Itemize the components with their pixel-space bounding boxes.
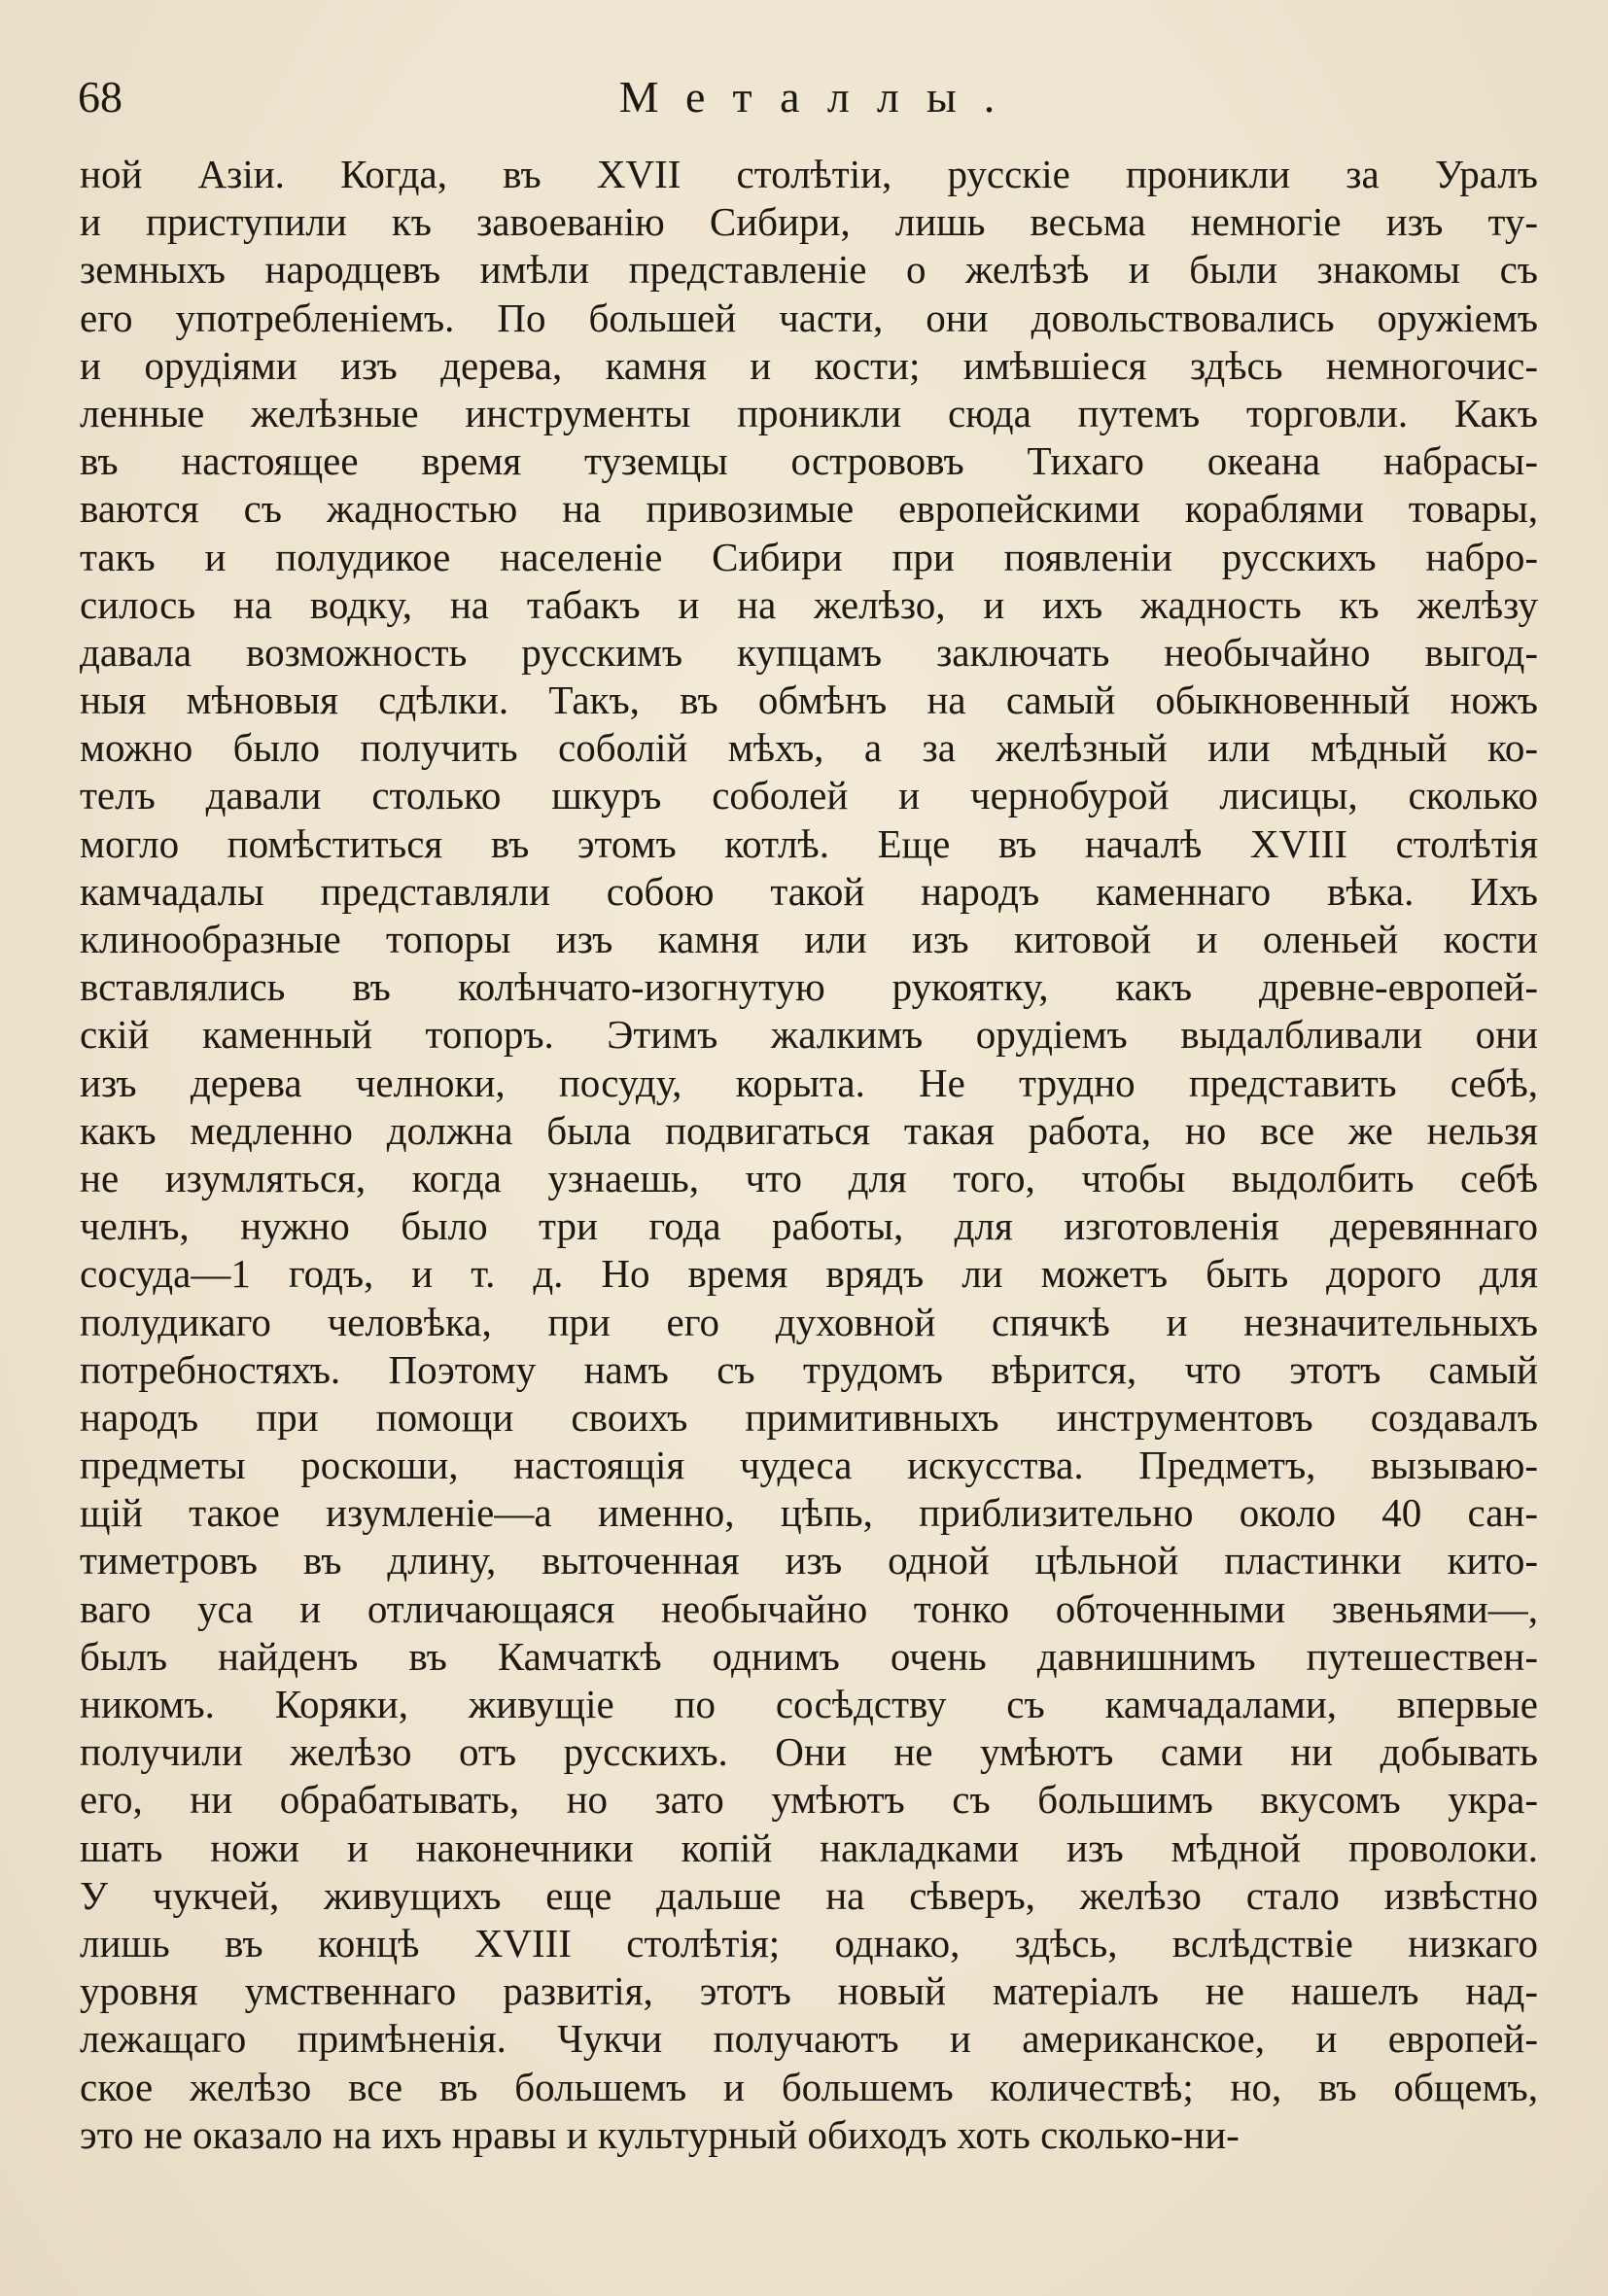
text-line: уровня умственнаго развитія, этотъ новый матеріалъ не нашелъ над- [80,1968,1538,2014]
text-line: и приступили къ завоеванію Сибири, лишь весьма немногіе изъ ту- [80,199,1538,245]
text-line: можно было получить соболій мѣхъ, а за желѣзный или мѣдный ко- [80,725,1538,771]
text-line: такъ и полудикое населеніе Сибири при появленіи русскихъ набро- [80,534,1538,579]
text-line: не изумляться, когда узнаешь, что для того, чтобы выдолбить себѣ [80,1155,1538,1200]
text-line: предметы роскоши, настоящія чудеса искусства. Предметъ, вызываю- [80,1443,1538,1488]
page-header [78,68,1536,126]
text-line: получили желѣзо отъ русскихъ. Они не умѣютъ сами ни добывать [80,1729,1538,1775]
text-line: никомъ. Коряки, живущіе по сосѣдству съ камчадалами, впервые [80,1682,1538,1726]
text-line: У чукчей, живущихъ еще дальше на сѣверъ, желѣзо стало извѣстно [80,1872,1538,1918]
text-line: ваются съ жадностью на привозимые европейскими кораблями товары, [80,486,1538,532]
text-line: клинообразные топоры изъ камня или изъ китовой и оленьей кости [80,917,1538,961]
text-line: тиметровъ въ длину, выточенная изъ одной цѣльной пластинки кито- [80,1538,1538,1583]
running-title: Металлы. [618,72,1023,122]
text-line: лишь въ концѣ XVIII столѣтія; однако, здѣсь, вслѣдствіе низкаго [80,1920,1538,1966]
text-line: его употребленіемъ. По большей части, они довольствовались оружіемъ [80,295,1538,340]
text-line: лежащаго примѣненія. Чукчи получаютъ и американское, и европей- [80,2016,1538,2062]
text-line: изъ дерева челноки, посуду, корыта. Не трудно представить себѣ, [80,1060,1538,1105]
text-line: въ настоящее время туземцы острововъ Тихаго океана набрасы- [80,438,1538,484]
text-line: силось на водку, на табакъ и на желѣзо, и ихъ жадность къ желѣзу [80,581,1538,627]
text-line: и орудіями изъ дерева, камня и кости; имѣвшіеся здѣсь немногочис- [80,342,1538,388]
text-line: шать ножи и наконечники копій накладками изъ мѣдной проволоки. [80,1825,1538,1870]
text-line: полудикаго человѣка, при его духовной спячкѣ и незначительныхъ [80,1299,1538,1344]
text-line: давала возможность русскимъ купцамъ заключать необычайно выгод- [80,629,1538,675]
text-line: могло помѣститься въ этомъ котлѣ. Еще въ началѣ XVIII столѣтія [80,820,1538,866]
text-line: земныхъ народцевъ имѣли представленіе о желѣзѣ и были знакомы съ [80,247,1538,293]
text-line: ныя мѣновыя сдѣлки. Такъ, въ обмѣнъ на самый обыкновенный ножъ [80,678,1538,723]
text-line: былъ найденъ въ Камчаткѣ однимъ очень давнишнимъ путешествен- [80,1633,1538,1679]
text-line: его, ни обрабатывать, но зато умѣютъ съ большимъ вкусомъ укра- [80,1777,1538,1823]
text-line: потребностяхъ. Поэтому намъ съ трудомъ вѣрится, что этотъ самый [80,1346,1538,1392]
text-line: вставлялись въ колѣнчато-изогнутую рукоятку, какъ древне-европей- [80,964,1538,1010]
text-line: ское желѣзо все въ большемъ и большемъ количествѣ; но, въ общемъ, [80,2064,1538,2109]
text-line: ваго уса и отличающаяся необычайно тонко обточенными звеньями—, [80,1585,1538,1631]
text-line: ной Азіи. Когда, въ XVII столѣтіи, русскіе проникли за Уралъ [80,152,1538,196]
text-line: камчадалы представляли собою такой народъ каменнаго вѣка. Ихъ [80,868,1538,914]
page-number: 68 [78,72,122,122]
text-line: щій такое изумленіе—а именно, цѣпь, приблизительно около 40 сан- [80,1490,1538,1536]
text-line: народъ при помощи своихъ примитивныхъ инструментовъ создавалъ [80,1394,1538,1440]
text-line: телъ давали столько шкуръ соболей и чернобурой лисицы, сколько [80,773,1538,818]
text-line: скій каменный топоръ. Этимъ жалкимъ орудіемъ выдалбливали они [80,1012,1538,1058]
text-line: челнъ, нужно было три года работы, для изготовленія деревяннаго [80,1203,1538,1249]
text-line: ленные желѣзные инструменты проникли сюда путемъ торговли. Какъ [80,390,1538,435]
text-line: это не оказало на ихъ нравы и культурный обиходъ хоть сколько-ни- [80,2111,1240,2157]
body-text [80,151,1538,2159]
text-line: какъ медленно должна была подвигаться такая работа, но все же нельзя [80,1107,1538,1153]
text-line: сосуда—1 годъ, и т. д. Но время врядъ ли можетъ быть дорого для [80,1251,1538,1297]
